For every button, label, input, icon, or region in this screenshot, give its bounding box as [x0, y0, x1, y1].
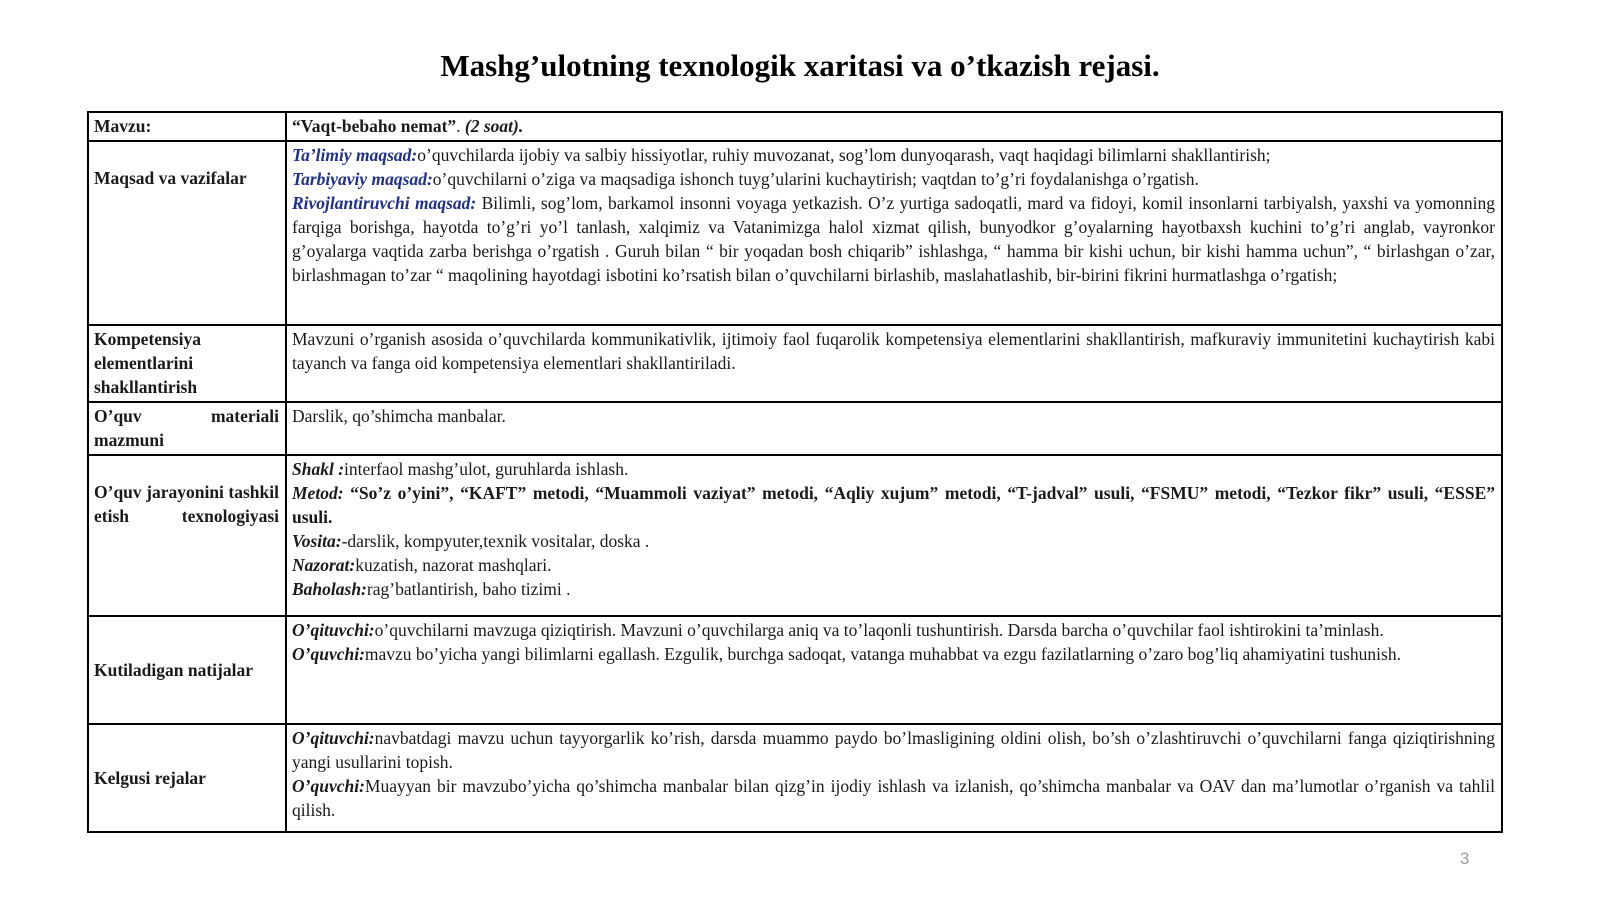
form-text: interfaol mashg’ulot, guruhlarda ishlash.	[344, 459, 629, 479]
page-title: Mashg’ulotning texnologik xaritasi va o’tkazish rejasi.	[440, 48, 1160, 83]
results-cell	[286, 616, 1502, 724]
developmental-goal-text: Bilimli, sog’lom, barkamol insonni voyaga yetkazish. O’z yurtiga sadoqatli, mard va fidoyi, komil insonlarni tarbiyalsh, yaxshi va yomonning farqiga borishga, hayotda to’g’ri yo’l tanlash, xalqimiz va Vatanimizga halol xizmat qilish, bunyodkor g’oyalarning hayotbaxsh kuchini to’g’ri anglab, vayronkor g’oyalarga vaqtida zarba berishga o’rgatish . Guruh bilan “ bir yoqadan bosh chiqarib” ishlashga, “ hamma bir kishi uchun, bir kishi hamma uchun”, “ birlashgan o’zar, birlashmagan to’zar “ maqolining hayotdagi isbotini ko’rsatish bilan o’quvchilarni birlashib, maslahatlashib, bir-birini fikrini hurmatlashga o’rgatish;	[292, 193, 1496, 285]
developmental-goal	[292, 191, 1495, 287]
teacher-result-text: o’quvchilarni mavzuga qiziqtirish. Mavzuni o’quvchilarga aniq va to’laqonli tushuntirish. Darsda barcha o’quvchilar faol ishtirokini ta’minlash.	[374, 620, 1384, 640]
topic-title: “Vaqt-bebaho nemat”	[292, 116, 457, 136]
teacher-plan	[292, 726, 1495, 774]
table-row	[88, 616, 1502, 724]
row-label-goals	[88, 141, 286, 325]
method-label: Metod:	[292, 483, 344, 503]
teacher-result	[292, 618, 1495, 642]
table-row	[88, 325, 1502, 402]
topic-hours: (2 soat).	[460, 116, 524, 136]
table-row	[88, 402, 1502, 455]
technology-cell	[286, 455, 1502, 616]
topic-dot: .	[456, 116, 461, 136]
table-row	[88, 112, 1502, 141]
row-label-topic: Mavzu:	[88, 112, 286, 141]
competence-cell: Mavzuni o’rganish asosida o’quvchilarda kommunikativlik, ijtimoiy faol fuqarolik kompetensiya elementlarini shakllantirish, mafkuraviy immunitetini kuchaytirish kabi tayanch va fanga oid kompetensiya elementlari shakllantiriladi.	[286, 325, 1502, 402]
student-result-text: mavzu bo’yicha yangi bilimlarni egallash. Ezgulik, burchga sadoqat, vatanga muhabbat va ezgu fazilatlarning o’zaro bog’liq ahamiyatini tushunish.	[364, 644, 1401, 664]
teacher-result-label: O’qituvchi:	[292, 620, 375, 640]
student-plan-label: O’quvchi:	[292, 776, 365, 796]
table-row	[88, 455, 1502, 616]
topic-cell	[286, 112, 1502, 141]
form-line	[292, 457, 1495, 481]
teacher-plan-text: navbatdagi mavzu uchun tayyorgarlik ko’rish, darsda muammo paydo bo’lmasligining oldini olish, bo’sh o’zlashtiruvchi o’quvchilarni fanga qiziqtirishning yangi usullarini topish.	[292, 728, 1495, 772]
row-label-technology	[88, 455, 286, 616]
educational-goal-label: Ta’limiy maqsad:	[292, 145, 418, 165]
upbringing-goal-text: o’quvchilarni o’ziga va maqsadiga ishonch tuyg’ularini kuchaytirish; vaqtdan to’g’ri foydalanishga o’rgatish.	[432, 169, 1199, 189]
tools-line	[292, 529, 1495, 553]
row-label-results: Kutiladigan natijalar	[88, 616, 286, 724]
control-line	[292, 553, 1495, 577]
assessment-line	[292, 577, 1495, 601]
student-plan	[292, 774, 1495, 822]
method-line	[292, 481, 1495, 529]
upbringing-goal	[292, 167, 1495, 191]
control-text: kuzatish, nazorat mashqlari.	[355, 555, 552, 575]
control-label: Nazorat:	[292, 555, 356, 575]
row-label-plans: Kelgusi rejalar	[88, 724, 286, 832]
assessment-label: Baholash:	[292, 579, 367, 599]
plans-cell	[286, 724, 1502, 832]
goals-label-text: Maqsad va vazifalar	[94, 168, 247, 188]
student-result	[292, 642, 1495, 666]
row-label-competence: Kompetensiya elementlarini shakllantirish	[88, 325, 286, 402]
method-text: “So’z o’yini”, “KAFT” metodi, “Muammoli vaziyat” metodi, “Aqliy xujum” metodi, “T-jadval” usuli, “FSMU” metodi, “Tezkor fikr” usuli, “ESSE” usuli.	[292, 483, 1495, 527]
upbringing-goal-label: Tarbiyaviy maqsad:	[292, 169, 433, 189]
teacher-plan-label: O’qituvchi:	[292, 728, 375, 748]
student-result-label: O’quvchi:	[292, 644, 365, 664]
form-label: Shakl :	[292, 459, 345, 479]
tools-label: Vosita:	[292, 531, 342, 551]
lesson-plan-table	[87, 111, 1503, 833]
material-cell: Darslik, qo’shimcha manbalar.	[286, 402, 1502, 455]
educational-goal	[292, 143, 1495, 167]
page-number: 3	[1460, 849, 1470, 868]
technology-label-text: O’quv jarayonini tashkil etish texnologiyasi	[94, 482, 279, 526]
developmental-goal-label: Rivojlantiruvchi maqsad:	[292, 193, 477, 213]
assessment-text: rag’batlantirish, baho tizimi .	[366, 579, 571, 599]
goals-cell	[286, 141, 1502, 325]
student-plan-text: Muayyan bir mavzubo’yicha qo’shimcha manbalar bilan qizg’in ijodiy ishlash va izlanish, qo’shimcha manbalar va OAV dan ma’lumotlar o’rganish va tahlil qilish.	[292, 776, 1495, 820]
table-row	[88, 141, 1502, 325]
tools-text: -darslik, kompyuter,texnik vositalar, doska .	[341, 531, 650, 551]
row-label-material: O’quv materiali mazmuni	[88, 402, 286, 455]
table-row	[88, 724, 1502, 832]
educational-goal-text: o’quvchilarda ijobiy va salbiy hissiyotlar, ruhiy muvozanat, sog’lom dunyoqarash, vaqt haqidagi bilimlarni shakllantirish;	[417, 145, 1271, 165]
